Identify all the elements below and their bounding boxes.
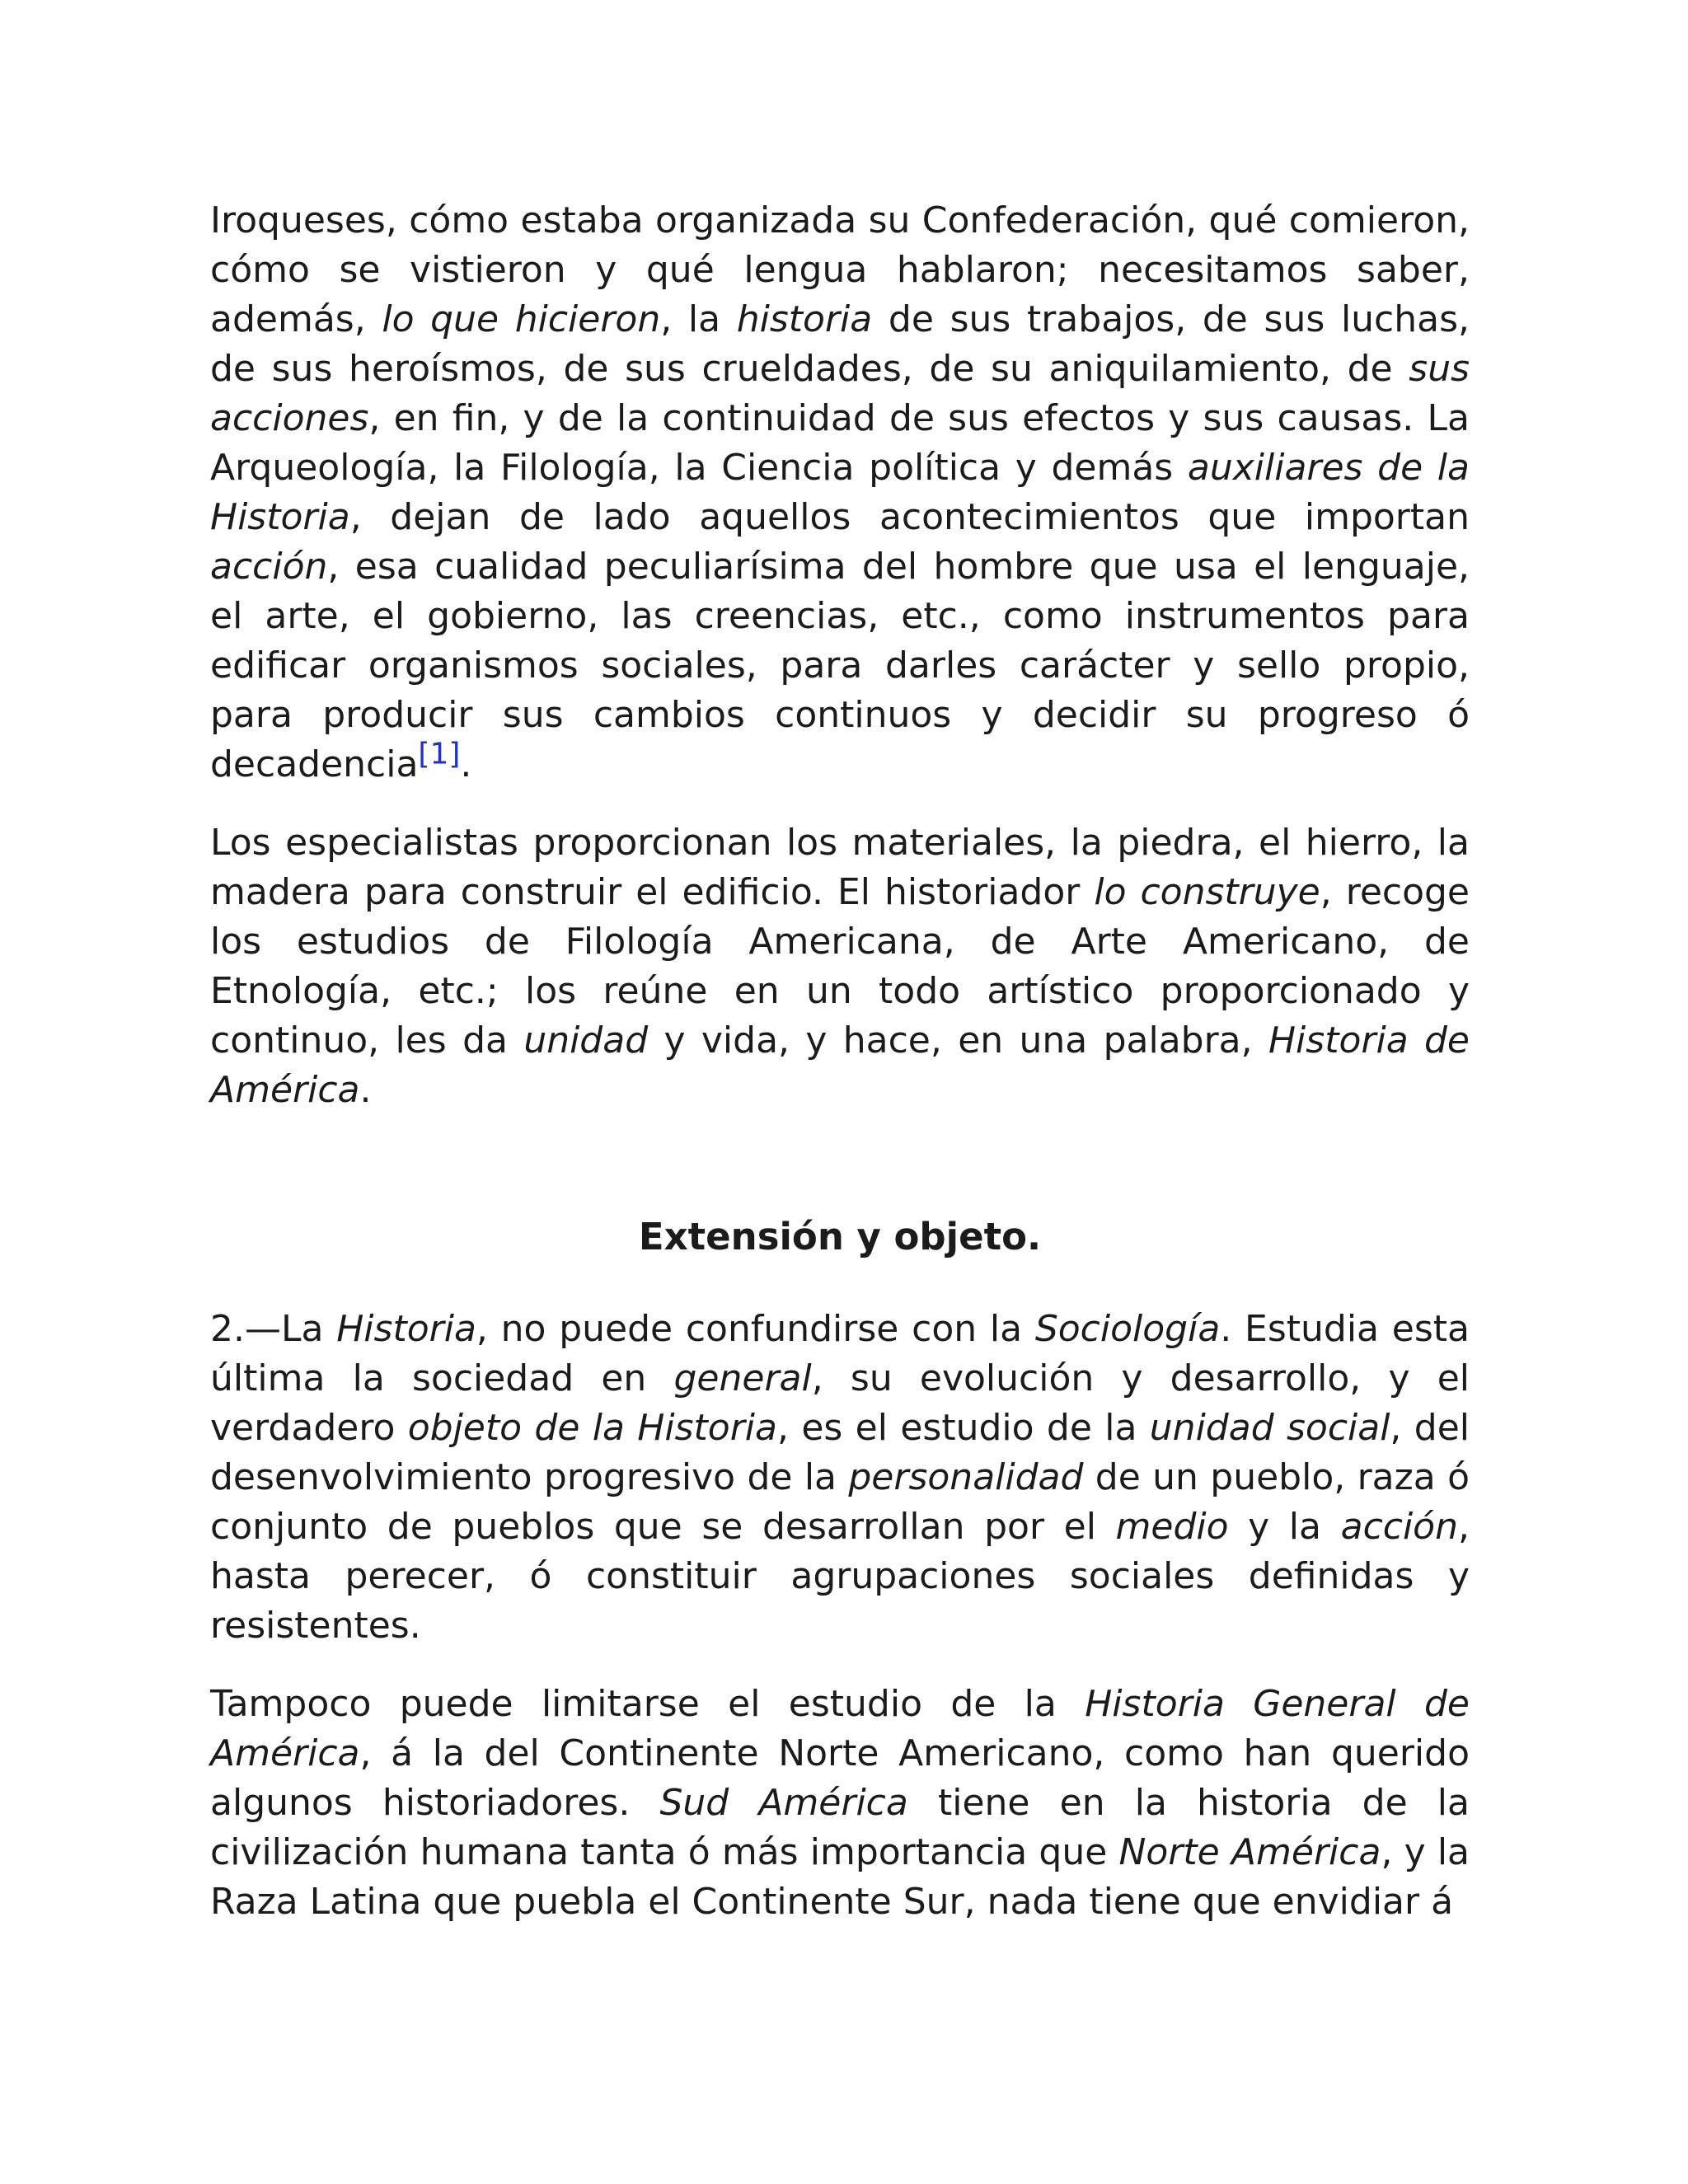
footnote-link[interactable]: [1] [418,737,461,771]
italic-run: unidad social [1149,1407,1390,1449]
text-run: , y la Raza Latina que puebla el Continente Sur, nada tiene que envidiar á [210,1831,1470,1923]
text-run: , la [660,298,737,340]
italic-run: Sociología [1034,1308,1221,1350]
italic-run: historia [736,298,873,340]
text-run: , dejan de lado aquellos acontecimientos que importan [349,496,1470,538]
paragraph-3 [210,1305,1470,1651]
italic-run: Historia de América [210,1019,1470,1111]
text-run: , en fin, y de la continuidad de sus efectos y sus causas. La Arqueología, la Filología, la Ciencia política y demás [210,397,1470,489]
italic-run: acción [1340,1506,1458,1548]
italic-run: Historia [336,1308,476,1350]
italic-run: Norte América [1118,1831,1381,1873]
italic-run: lo construye [1094,871,1320,913]
text-run: Tampoco puede limitarse el estudio de la [210,1683,1085,1725]
text-run: , recoge los estudios de Filología Americana, de Arte Americano, de Etnología, etc.; los reúne en un todo artístico proporcionado y continuo, les da [210,871,1470,1062]
text-run: 2.—La [210,1308,337,1350]
text-run: . [460,743,472,785]
paragraph-1 [210,196,1470,790]
text-run: , hasta perecer, ó constituir agrupaciones sociales definidas y resistentes. [210,1506,1470,1647]
text-run: de un pueblo, raza ó conjunto de pueblos que se desarrollan por el [210,1456,1470,1548]
italic-run: general [673,1357,812,1399]
italic-run: auxiliares de la Historia [210,447,1470,538]
italic-run: acción [210,546,328,588]
text-run: , no puede confundirse con la [476,1308,1035,1350]
text-run: . [359,1069,372,1111]
text-run: , á la del Continente Norte Americano, como han querido algunos historiadores. [210,1732,1470,1824]
italic-run: Sud América [659,1782,908,1824]
text-run: Los especialistas proporcionan los materiales, la piedra, el hierro, la madera para construir el edificio. El historiador [210,822,1470,913]
italic-run: unidad [523,1019,649,1062]
text-run: , su evolución y desarrollo, y el verdadero [210,1357,1470,1449]
text-run: y la [1228,1506,1341,1548]
italic-run: objeto de la Historia [407,1407,777,1449]
text-run: Iroqueses, cómo estaba organizada su Confederación, qué comieron, cómo se vistieron y qué lengua hablaron; necesitamos saber, además, [210,199,1470,340]
paragraph-2 [210,818,1470,1115]
text-run: , es el estudio de la [776,1407,1150,1449]
section-heading: Extensión y objeto. [638,1215,1042,1258]
italic-run: sus acciones [210,348,1470,439]
italic-run: lo que hicieron [382,298,661,340]
text-run: , esa cualidad peculiarísima del hombre que usa el lenguaje, el arte, el gobierno, las creencias, etc., como instrumentos para edificar organismos sociales, para darles carácter y sello propio, para producir sus cambios continuos y decidir su progreso ó decadencia [210,546,1470,785]
italic-run: Historia General de América [210,1683,1470,1774]
italic-run: personalidad [848,1456,1084,1498]
italic-run: medio [1115,1506,1229,1548]
text-run: y vida, y hace, en una palabra, [648,1019,1268,1062]
document-page [210,196,1470,1956]
text-run: tiene en la historia de la civilización humana tanta ó más importancia que [210,1782,1470,1873]
text-run: . Estudia esta última la sociedad en [210,1308,1470,1399]
text-run: , del desenvolvimiento progresivo de la [210,1407,1470,1498]
paragraph-4 [210,1680,1470,1927]
text-run: de sus trabajos, de sus luchas, de sus heroísmos, de sus crueldades, de su aniquilamiento, de [210,298,1470,390]
